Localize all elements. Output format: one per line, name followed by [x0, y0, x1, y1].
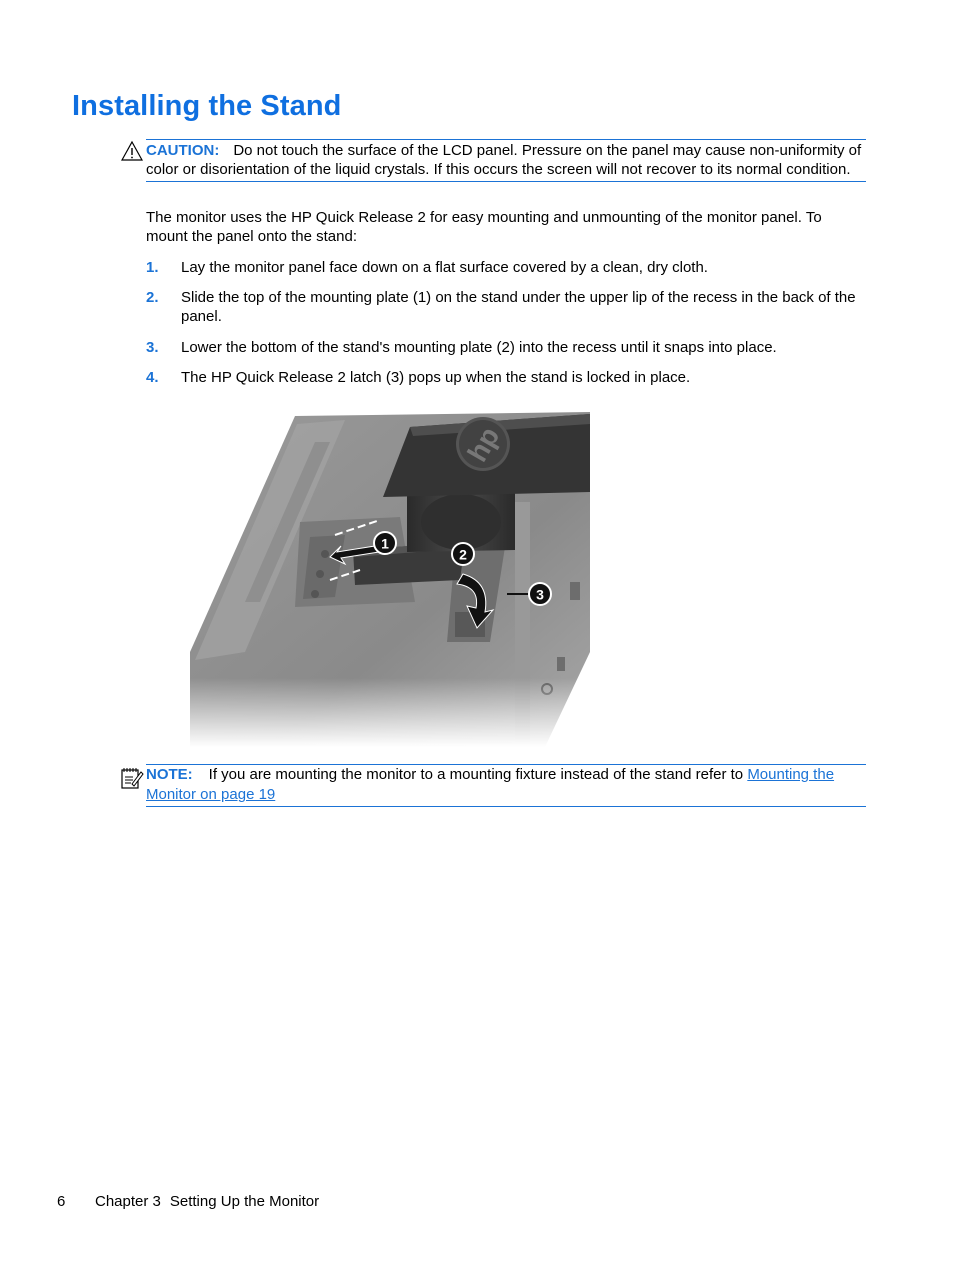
page-title: Installing the Stand [72, 90, 342, 122]
footer-chapter: Chapter 3 [95, 1193, 161, 1210]
note-pad-icon [120, 766, 144, 790]
step-number: 3. [146, 339, 159, 356]
step-number: 4. [146, 369, 159, 386]
intro-paragraph: The monitor uses the HP Quick Release 2 for easy mounting and unmounting of the monitor panel. To mount the panel onto the stand: [146, 209, 822, 245]
page-number: 6 [57, 1193, 66, 1210]
stand-installation-illustration [185, 402, 595, 747]
step-text: Slide the top of the mounting plate (1) on the stand under the upper lip of the recess in the back of the panel. [181, 289, 856, 325]
step-number: 2. [146, 289, 159, 306]
note-callout [146, 764, 866, 807]
step-number: 1. [146, 259, 159, 276]
caution-label: CAUTION: [146, 142, 220, 159]
page-footer [57, 1192, 319, 1211]
caution-text: Do not touch the surface of the LCD panel. Pressure on the panel may cause non-uniformity of color or disorientation of the liquid crystals. If this occurs the screen will not recover to its normal condition. [146, 142, 862, 178]
step-text: Lay the monitor panel face down on a flat surface covered by a clean, dry cloth. [181, 259, 708, 276]
warning-triangle-icon [121, 140, 143, 162]
note-text: If you are mounting the monitor to a mounting fixture instead of the stand refer to [208, 766, 748, 783]
footer-chapter-title: Setting Up the Monitor [169, 1193, 320, 1210]
step-text: Lower the bottom of the stand's mounting plate (2) into the recess until it snaps into place. [181, 339, 777, 356]
note-label: NOTE: [146, 766, 193, 783]
caution-callout [146, 139, 866, 182]
mounting-page-link[interactable]: Mounting the Monitor on page 19 [146, 766, 835, 803]
step-text: The HP Quick Release 2 latch (3) pops up when the stand is locked in place. [181, 369, 691, 386]
